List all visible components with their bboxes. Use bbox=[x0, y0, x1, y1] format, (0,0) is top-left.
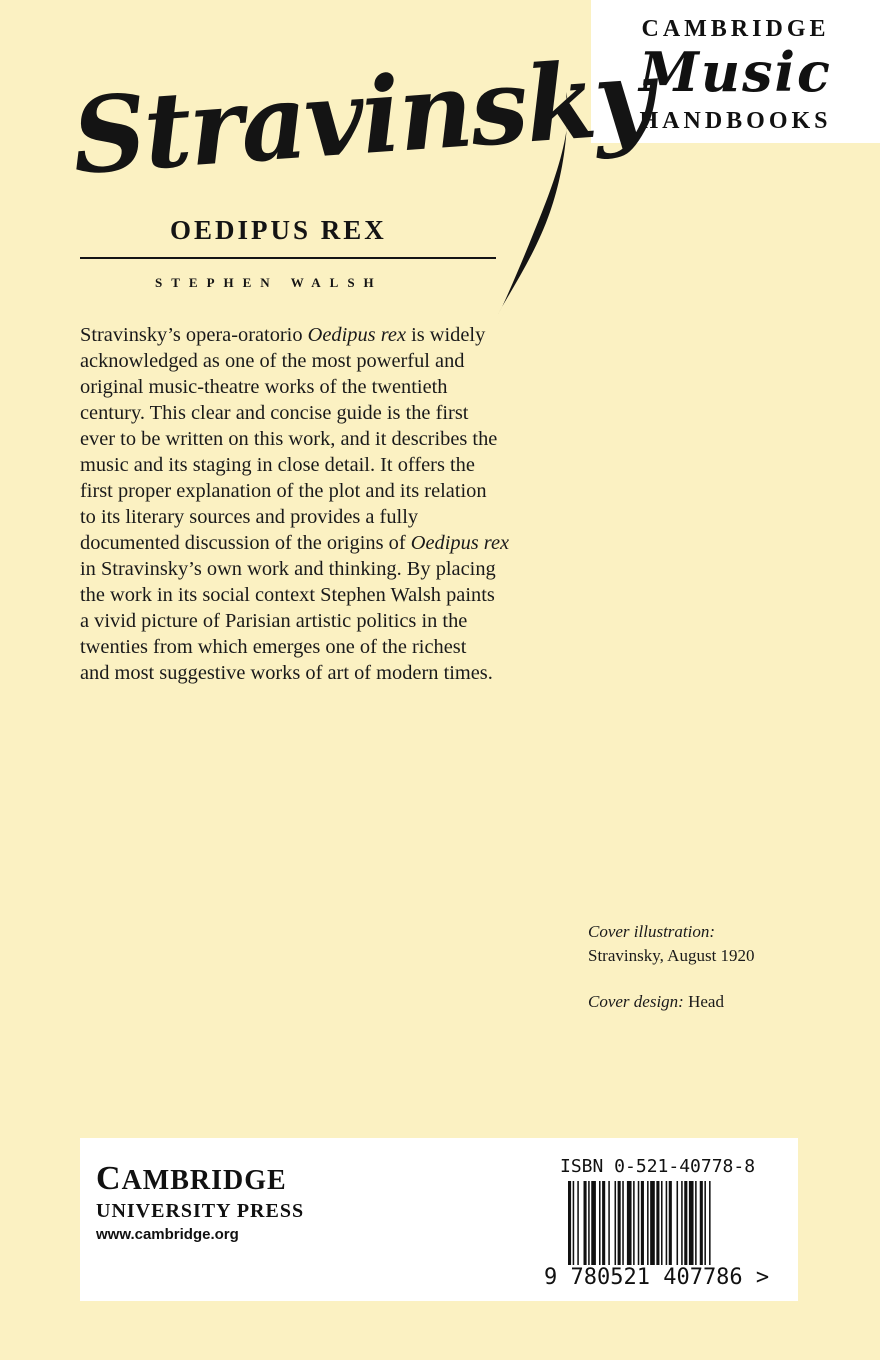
flourish-stroke-icon bbox=[458, 82, 588, 322]
barcode-bar bbox=[622, 1181, 624, 1271]
blurb-line: in Stravinsky’s own work and thinking. By placing bbox=[80, 558, 496, 580]
series-line-3: HANDBOOKS bbox=[639, 108, 832, 134]
publisher-subtitle: UNIVERSITY PRESS bbox=[96, 1200, 305, 1222]
cover-credits bbox=[588, 920, 868, 1014]
blurb-line: a vivid picture of Parisian artistic politics in the bbox=[80, 610, 468, 632]
title-divider bbox=[80, 257, 496, 259]
barcode-bar bbox=[618, 1181, 621, 1271]
illustration-label bbox=[588, 920, 868, 944]
design-label: Cover design: bbox=[588, 992, 684, 1011]
barcode-bar bbox=[647, 1181, 649, 1271]
barcode-bar bbox=[666, 1181, 668, 1271]
blurb-line: twenties from which emerges one of the richest bbox=[80, 636, 467, 658]
publisher-panel bbox=[80, 1138, 798, 1301]
barcode-bar bbox=[661, 1181, 663, 1271]
barcode-bar bbox=[709, 1181, 711, 1271]
blurb-line: century. This clear and concise guide is the first bbox=[80, 402, 469, 424]
barcode-digits bbox=[544, 1265, 769, 1290]
barcode-bar bbox=[641, 1181, 644, 1271]
barcode-bar bbox=[638, 1181, 640, 1271]
illustration-value: Stravinsky, August 1920 bbox=[588, 946, 755, 965]
barcode-bar bbox=[568, 1181, 571, 1271]
isbn-number: ISBN 0-521-40778-8 bbox=[560, 1156, 756, 1177]
blurb-text: is widely bbox=[406, 324, 486, 346]
barcode-bar bbox=[684, 1181, 687, 1271]
barcode-bar bbox=[669, 1181, 672, 1271]
barcode-bar bbox=[704, 1181, 706, 1271]
publisher-name-rest: AMBRIDGE bbox=[121, 1165, 287, 1196]
barcode-bar bbox=[695, 1181, 697, 1271]
barcode-bar bbox=[677, 1181, 679, 1271]
barcode-bar bbox=[650, 1181, 655, 1271]
blurb-line: original music-theatre works of the twentieth bbox=[80, 376, 448, 398]
blurb-line: music and its staging in close detail. It offers the bbox=[80, 454, 475, 476]
barcode-bar bbox=[602, 1181, 605, 1271]
barcode-bar bbox=[633, 1181, 635, 1271]
series-line-2: Music bbox=[639, 40, 832, 104]
barcode-bar bbox=[577, 1181, 579, 1271]
blurb-italic: Oedipus rex bbox=[410, 532, 510, 554]
author-name: STEPHEN WALSH bbox=[155, 275, 383, 290]
barcode-bar bbox=[608, 1181, 610, 1271]
barcode-digits-text: 9 780521 407786 > bbox=[544, 1265, 770, 1290]
illustration-label-text: Cover illustration: bbox=[588, 922, 716, 941]
description-blurb bbox=[80, 322, 550, 686]
publisher-url: www.cambridge.org bbox=[96, 1226, 239, 1243]
blurb-line: first proper explanation of the plot and its relation bbox=[80, 480, 487, 502]
publisher-initial: C bbox=[96, 1160, 122, 1197]
blurb-line: acknowledged as one of the most powerful and bbox=[80, 350, 465, 372]
blurb-italic: Oedipus rex bbox=[307, 324, 406, 346]
blurb-line bbox=[80, 530, 550, 556]
barcode-icon bbox=[568, 1181, 778, 1271]
barcode-bar bbox=[627, 1181, 632, 1271]
barcode-bar bbox=[700, 1181, 703, 1271]
blurb-line: ever to be written on this work, and it describes the bbox=[80, 428, 498, 450]
credits-spacer bbox=[588, 968, 868, 990]
barcode-bar bbox=[681, 1181, 683, 1271]
barcode-bar bbox=[599, 1181, 601, 1271]
composer-name: Stravinsky bbox=[68, 34, 656, 199]
barcode-bar bbox=[584, 1181, 587, 1271]
barcode-bar bbox=[588, 1181, 590, 1271]
blurb-line: and most suggestive works of art of modern times. bbox=[80, 662, 493, 684]
blurb-text: documented discussion of the origins of bbox=[80, 532, 411, 554]
barcode-bar bbox=[573, 1181, 575, 1271]
barcode-bar bbox=[615, 1181, 617, 1271]
blurb-line: to its literary sources and provides a fully bbox=[80, 506, 419, 528]
blurb-line bbox=[80, 322, 550, 348]
design-value: Head bbox=[683, 992, 724, 1011]
publisher-name bbox=[96, 1160, 287, 1198]
design-credit bbox=[588, 990, 868, 1014]
barcode-bar bbox=[591, 1181, 596, 1271]
blurb-line: the work in its social context Stephen Walsh paints bbox=[80, 584, 495, 606]
blurb-text: Stravinsky’s opera-oratorio bbox=[80, 324, 308, 346]
series-line-1: CAMBRIDGE bbox=[641, 16, 830, 42]
work-title: OEDIPUS REX bbox=[170, 215, 387, 245]
barcode-bar bbox=[656, 1181, 659, 1271]
barcode-bar bbox=[689, 1181, 694, 1271]
